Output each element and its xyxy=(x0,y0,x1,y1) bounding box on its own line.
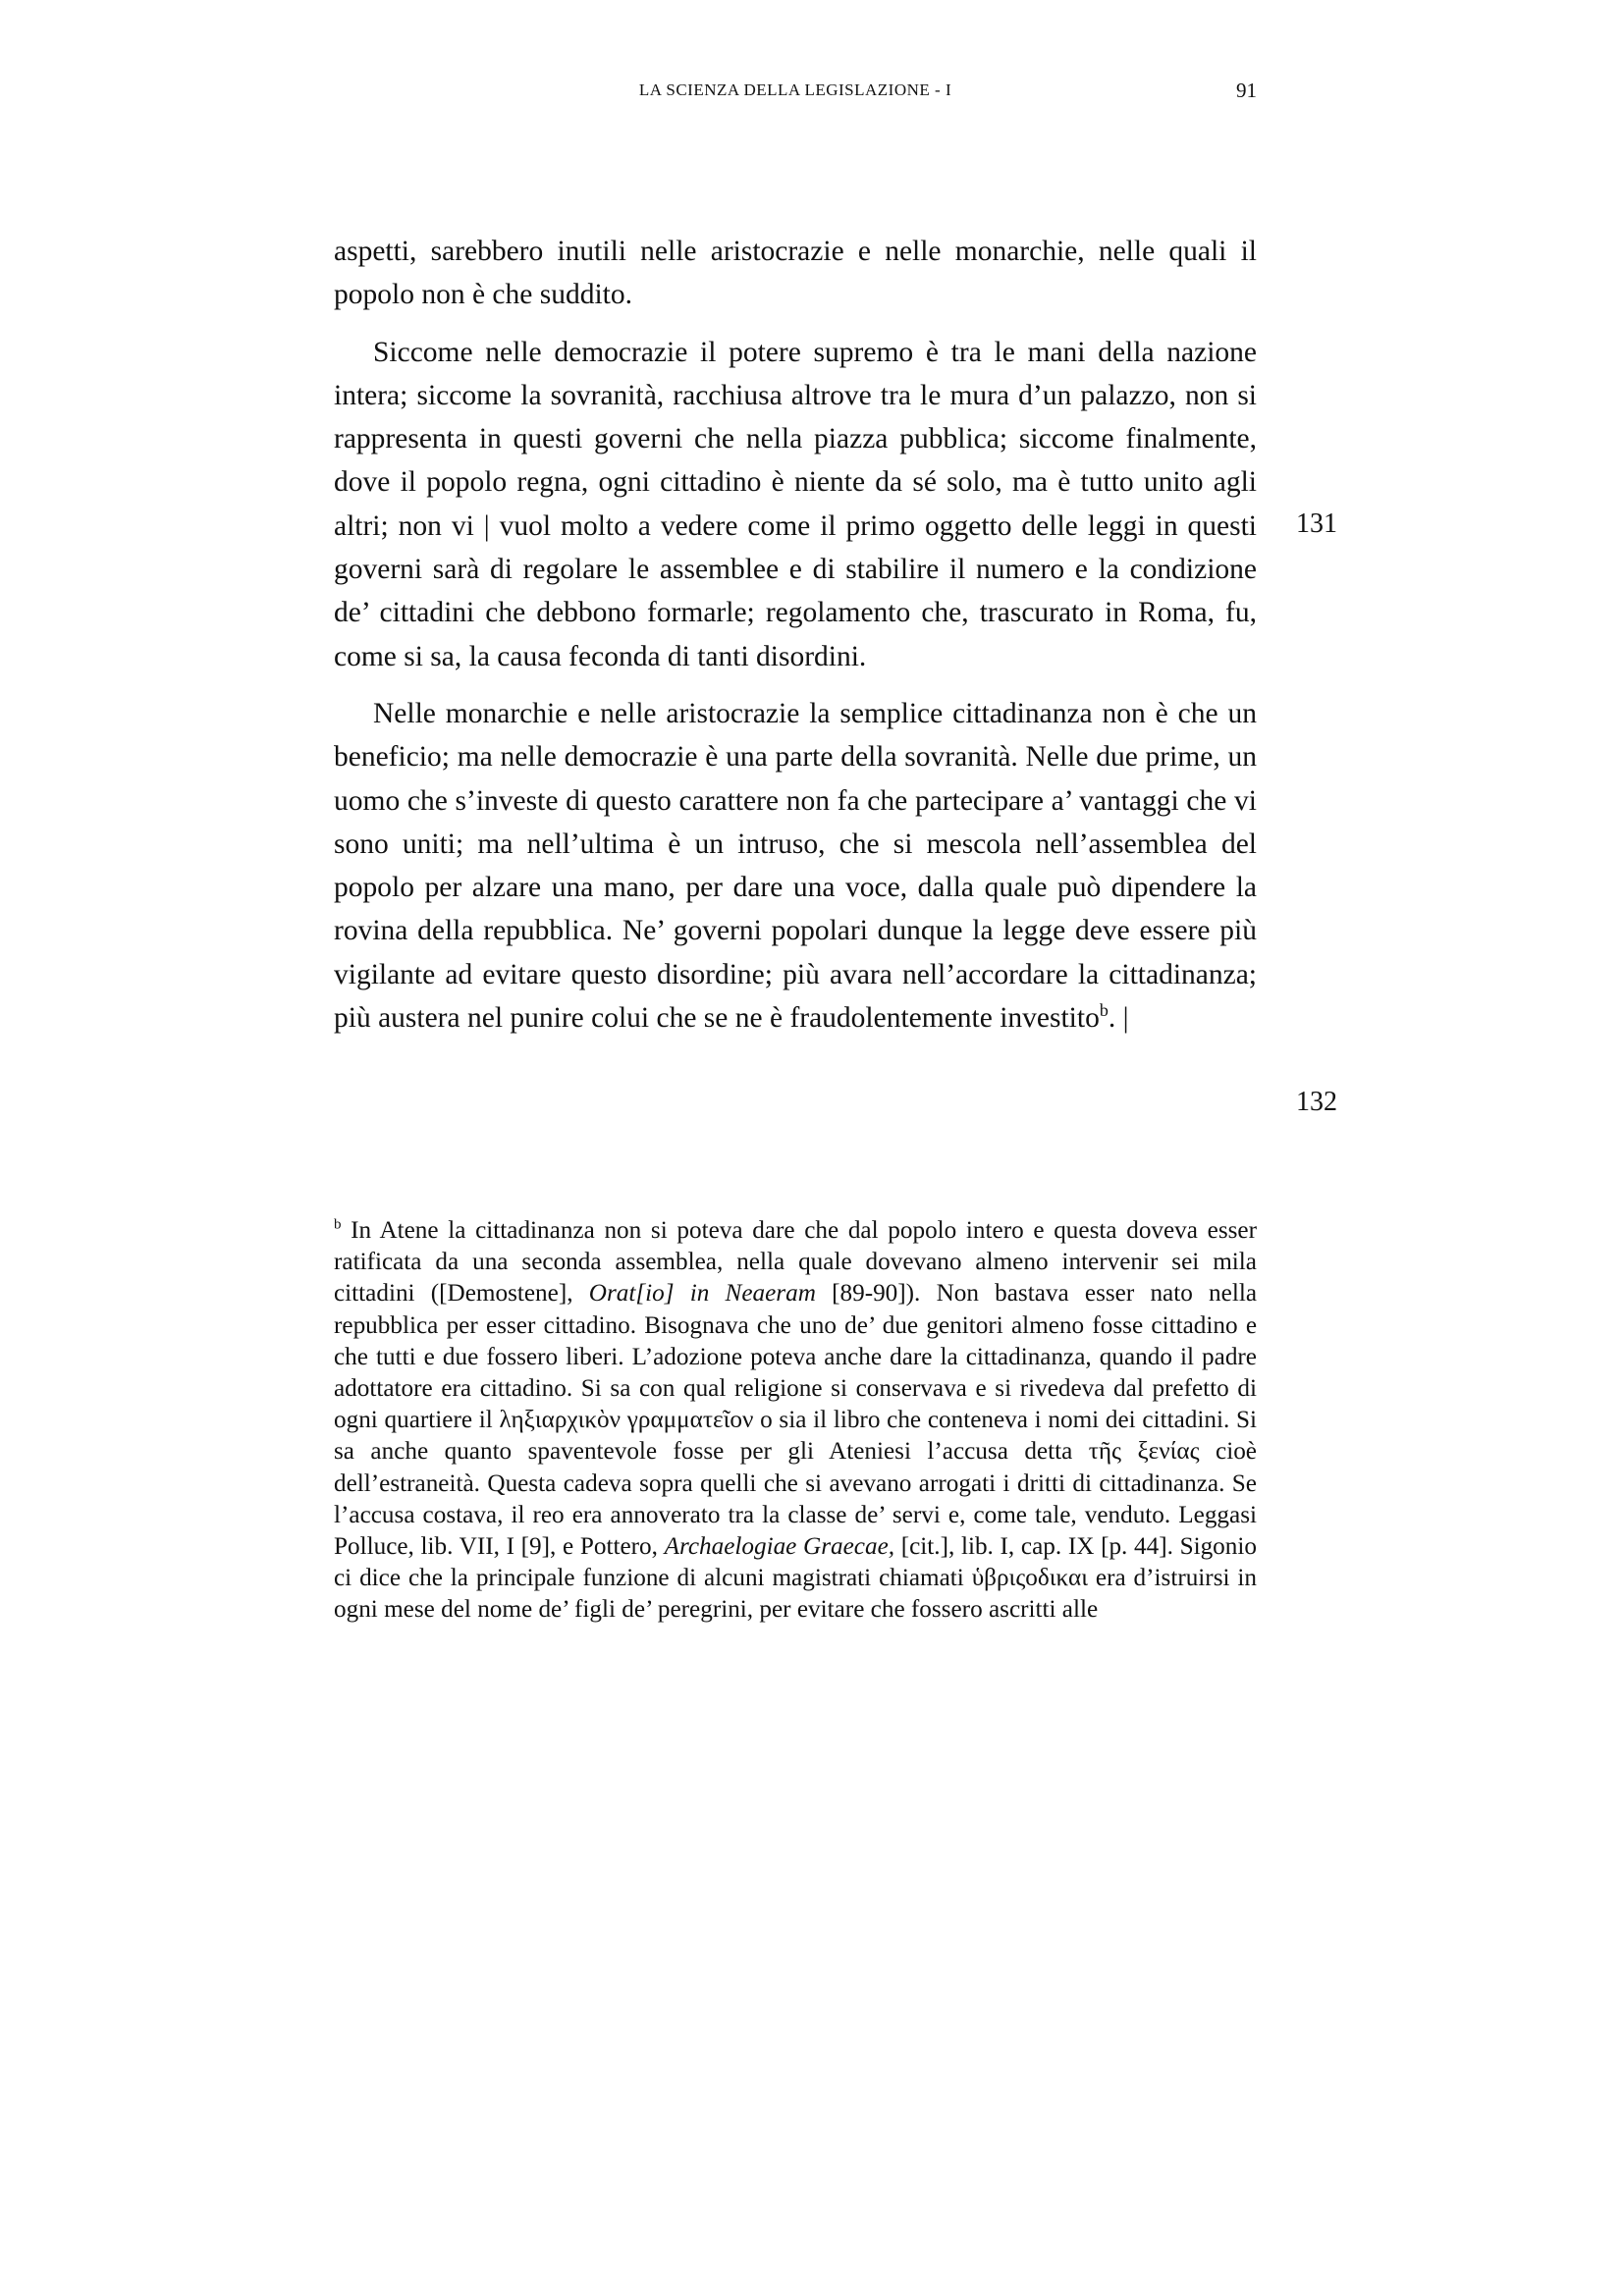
footnote-citation-1: Orat[io] in Neaeram xyxy=(588,1280,816,1308)
running-title: LA SCIENZA DELLA LEGISLAZIONE - I xyxy=(638,80,952,99)
paragraph-3 xyxy=(334,692,1257,1040)
footnote-section xyxy=(334,1215,1257,1627)
footnote-text-3: [cit.], lib. I, cap. IX [p. 44]. Sigonio ci dice che la principale funzione di alcuni magistrati chiamati ὑβριςοδικαι era d’istruirsi in ogni mese del nome de’ figli de’ peregrini, per evitare che fossero ascritti alle xyxy=(334,1533,1257,1624)
footnote-text-1: In Atene la cittadinanza non si poteva dare che dal popolo intero e questa doveva esser ratificata da una seconda assemblea, nella quale dovevano almeno intervenir sei mila cittadini ([Demostene], xyxy=(334,1217,1257,1308)
paragraph-2: Siccome nelle democrazie il potere supremo è tra le mani della nazione intera; siccome la sovranità, racchiusa altrove tra le mura d’un palazzo, non si rappresenta in questi governi che nella piazza pubblica; siccome finalmente, dove il popolo regna, ogni cittadino è niente da sé solo, ma è tutto unito agli altri; non vi | vuol molto a vedere come il primo oggetto delle leggi in questi governi sarà di regolare le assemblee e di stabilire il numero e la condizione de’ cittadini che debbono formarle; regolamento che, trascurato in Roma, fu, come si sa, la causa feconda di tanti disordini. xyxy=(334,336,1257,672)
footnote-citation-2: Archaelogiae Graecae, xyxy=(664,1533,895,1561)
paragraph-3-end: . | xyxy=(1108,1002,1129,1035)
running-head xyxy=(334,79,1257,108)
footnote-text-2: [89-90]). Non bastava esser nato nella repubblica per esser cittadino. Bisognava che uno de’ due genitori almeno fosse cittadino e che tutti e due fossero liberi. L’adozione poteva anche dare la cittadinanza, quando il padre adottatore era cittadino. Si sa con qual religione si conservava e si rivedeva dal prefetto di ogni quartiere il ληξιαρχικὸν γραμματεῖον o sia il libro che conteneva i nomi dei cittadini. Si sa anche quanto spaventevole fosse per gli Ateniesi l’accusa detta τῆς ξενίας cioè dell’estraneità. Questa cadeva sopra quelli che si avevano arrogati i dritti di cittadinanza. Se l’accusa costava, il reo era annoverato tra la classe de’ servi e, come tale, venduto. Leggasi Polluce, lib. VII, I [9], e Pottero, xyxy=(334,1280,1257,1561)
footnote-mark: b xyxy=(334,1216,342,1233)
main-text xyxy=(334,230,1257,1053)
page-number: 91 xyxy=(1236,79,1257,102)
footnote-reference: b xyxy=(1099,1000,1109,1021)
footnote-b xyxy=(334,1215,1257,1627)
margin-page-number-131: 131 xyxy=(1296,508,1337,539)
margin-page-number-132: 132 xyxy=(1296,1087,1337,1117)
paragraph-3-text: Nelle monarchie e nelle aristocrazie la semplice cittadinanza non è che un beneficio; ma nelle democrazie è una parte della sovranità. Nelle due prime, un uomo che s’investe di questo carattere non fa che partecipare a’ vantaggi che vi sono uniti; ma nell’ultima è un intruso, che si mescola nell’assemblea del popolo per alzare una mano, per dare una voce, dalla quale può dipendere la rovina della repubblica. Ne’ governi popolari dunque la legge deve essere più vigilante ad evitare questo disordine; più avara nell’accordare la cittadinanza; più austera nel punire colui che se ne è fraudolentemente investito xyxy=(334,697,1257,1035)
paragraph-1: aspetti, sarebbero inutili nelle aristocrazie e nelle monarchie, nelle quali il popolo non è che suddito. xyxy=(334,236,1257,311)
